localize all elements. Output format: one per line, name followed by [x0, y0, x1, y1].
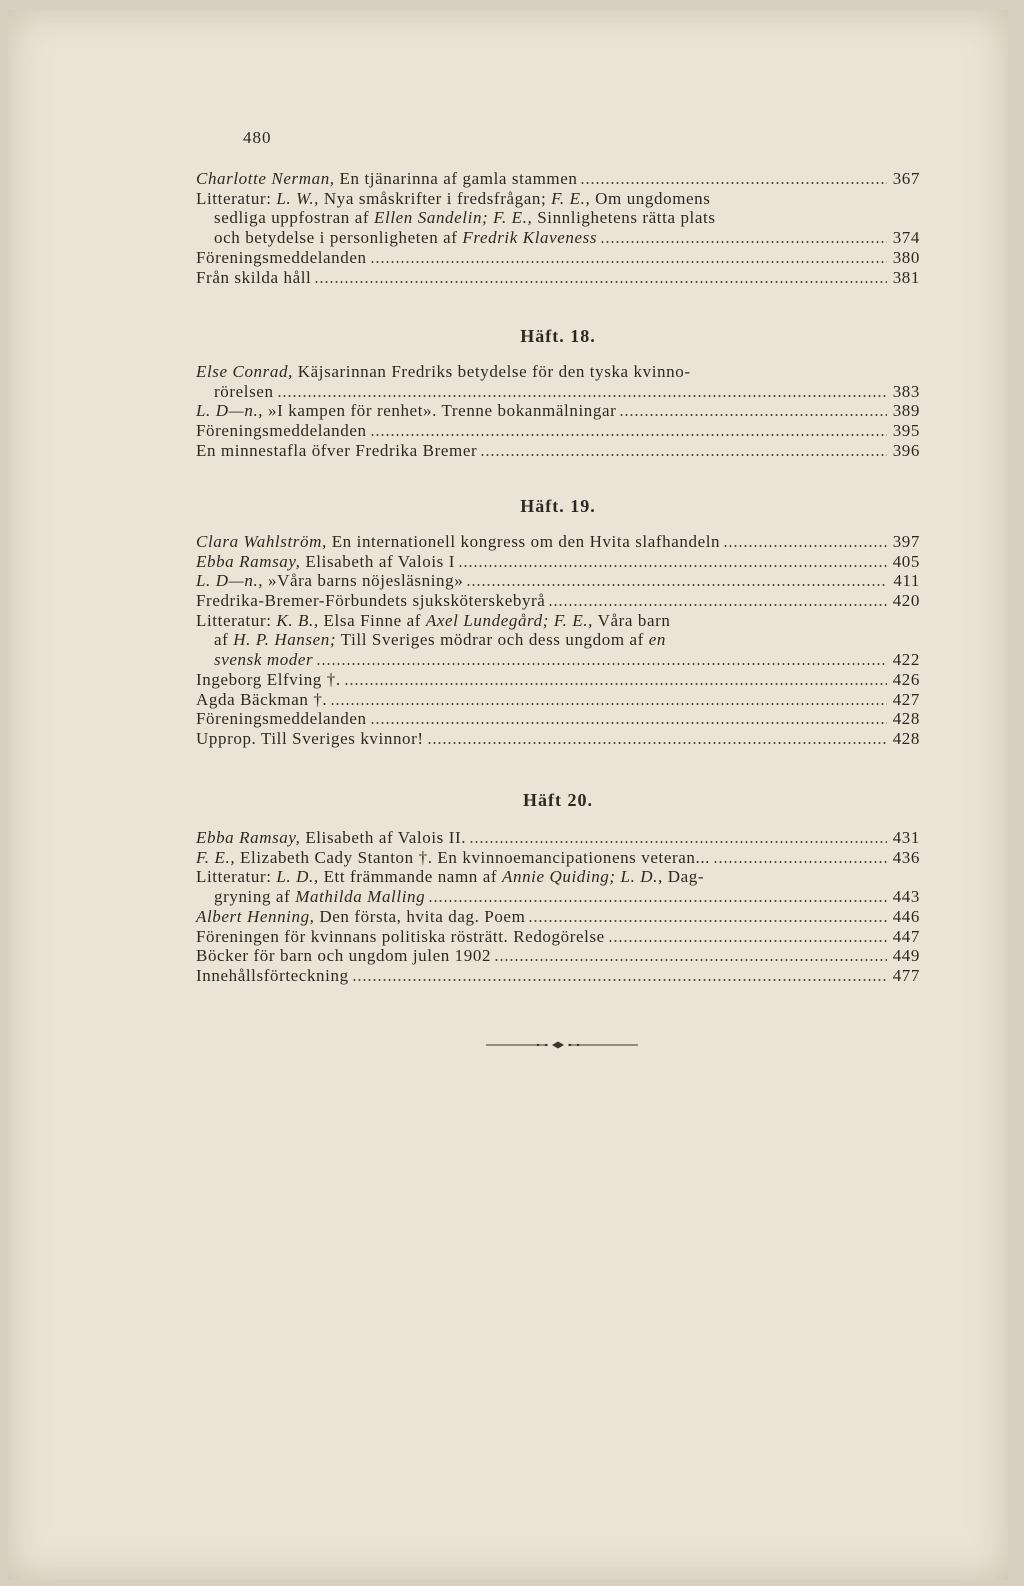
entry-page-number: 427 [892, 689, 920, 709]
entry-text [196, 709, 367, 729]
entry-page-number: 380 [892, 247, 920, 267]
ornament-divider [486, 1040, 638, 1050]
entry-title: rörelsen [214, 381, 274, 401]
entry-title: Ingeborg Elfving †. [196, 669, 341, 689]
entry-line [196, 441, 920, 461]
toc-entry [196, 401, 920, 421]
toc-entry [196, 729, 920, 749]
entry-author: Charlotte Nerman, [196, 169, 335, 188]
entry-text [196, 848, 710, 868]
dot-leader [494, 948, 887, 962]
entry-title: En tjänarinna af gamla stammen [334, 169, 578, 188]
entry-text [196, 946, 491, 966]
entry-page-number: 436 [892, 847, 920, 867]
entry-line [196, 571, 920, 591]
toc-entry [196, 532, 920, 552]
entry-text [214, 630, 666, 650]
entry-text [196, 421, 367, 441]
toc-entry [196, 907, 920, 927]
entry-text [214, 208, 716, 228]
entry-title: Den första, hvita dag. Poem [314, 906, 526, 926]
entry-text [196, 268, 311, 288]
entry-author: H. P. Hansen; [233, 630, 337, 650]
entry-title: Ett främmande namn af [318, 867, 502, 887]
entry-text [196, 362, 691, 382]
dot-leader [427, 731, 887, 745]
dot-leader [330, 692, 887, 706]
entry-page-number: 447 [892, 926, 920, 946]
entry-page-number: 396 [892, 440, 920, 460]
entry-line [196, 927, 920, 947]
toc-entry [196, 966, 920, 986]
dot-leader [277, 384, 887, 398]
entry-line [196, 401, 920, 421]
entry-author: Fredrik Klaveness [462, 228, 598, 248]
entry-line [196, 611, 920, 631]
entry-text [196, 670, 341, 690]
entry-author: Annie Quiding; L. D., [501, 867, 663, 887]
entry-author: svensk moder [214, 650, 314, 670]
entry-line [196, 552, 920, 572]
entry-author: L. D—n., [196, 401, 264, 421]
toc-entry [196, 268, 920, 288]
entry-line [196, 946, 920, 966]
entry-line [196, 690, 920, 710]
entry-line [196, 169, 920, 189]
entry-text [196, 401, 616, 421]
entry-page-number: 389 [892, 401, 920, 421]
entry-title: Litteratur: [196, 610, 277, 630]
toc-entry [196, 670, 920, 690]
entry-line [196, 228, 920, 248]
page-number: 480 [243, 128, 272, 147]
entry-author: en [648, 630, 667, 650]
dot-leader [370, 711, 887, 725]
toc-entry [196, 591, 920, 611]
entry-line [196, 208, 920, 228]
toc-entry [196, 169, 920, 189]
toc-entry [196, 441, 920, 461]
toc-entry [196, 189, 920, 248]
entry-page-number: 374 [892, 228, 920, 248]
toc-entry [196, 611, 920, 670]
dot-leader [458, 554, 887, 568]
entry-page-number: 428 [892, 709, 920, 729]
entry-title: En minnestafla öfver Fredrika Bremer [196, 440, 478, 460]
toc-entry [196, 362, 920, 401]
entry-title: Innehållsförteckning [196, 965, 349, 985]
entry-author: L. W., [276, 188, 320, 208]
entry-title: Föreningen för kvinnans politiska rösträtt. Redogörelse [196, 926, 605, 946]
entry-title: Käjsarinnan Fredriks betydelse för den tyska kvinno- [292, 362, 691, 381]
entry-page-number: 395 [892, 421, 920, 441]
entry-line [196, 268, 920, 288]
dot-leader [713, 850, 887, 864]
dot-leader [428, 889, 887, 903]
entry-author: Ebba Ramsay, [196, 828, 301, 847]
entry-page-number: 420 [892, 591, 920, 611]
entry-text [214, 650, 313, 670]
entry-text [196, 729, 424, 749]
entry-title: sedliga uppfostran af [214, 208, 375, 228]
dot-leader [314, 270, 887, 284]
entry-author: F. E., [551, 188, 591, 208]
entry-line [196, 630, 920, 650]
entry-text [196, 189, 711, 209]
entry-text [196, 966, 349, 986]
entry-page-number: 443 [892, 887, 920, 907]
entry-title: Till Sveriges mödrar och dess ungdom af [336, 630, 649, 650]
entry-text [196, 927, 605, 947]
dot-leader [370, 423, 887, 437]
entry-line [196, 532, 920, 552]
entry-line [196, 650, 920, 670]
entry-title: Föreningsmeddelanden [196, 709, 367, 729]
entry-text [196, 532, 720, 552]
toc-entry [196, 848, 920, 868]
entry-title: och betydelse i personligheten af [214, 228, 463, 248]
entry-author: Ellen Sandelin; F. E., [374, 208, 533, 228]
dot-leader [480, 443, 887, 457]
entry-text [196, 571, 463, 591]
dot-leader [600, 230, 887, 244]
dot-leader [528, 909, 887, 923]
dot-leader [608, 929, 887, 943]
section-heading: Häft. 18. [520, 326, 596, 346]
entry-title: Föreningsmeddelanden [196, 421, 367, 441]
entry-title: »I kampen för renhet». Trenne bokanmälningar [263, 401, 617, 421]
entry-text [196, 828, 466, 848]
dot-leader [316, 652, 887, 666]
entry-text [196, 907, 525, 927]
entry-title: af [214, 630, 234, 650]
entry-title: En internationell kongress om den Hvita slafhandeln [326, 532, 721, 551]
dot-leader [466, 573, 887, 587]
entry-author: Albert Henning, [196, 906, 315, 926]
entry-text [196, 441, 477, 461]
toc-entry [196, 571, 920, 591]
entry-text [196, 248, 367, 268]
entry-text [214, 228, 597, 248]
entry-title: Föreningsmeddelanden [196, 247, 367, 267]
entry-title: Om ungdomens [590, 188, 711, 208]
dot-leader [352, 968, 887, 982]
entry-line [196, 421, 920, 441]
entry-page-number: 446 [892, 906, 920, 926]
toc-entry [196, 552, 920, 572]
entry-title: Elisabeth af Valois II. [300, 828, 467, 847]
entry-title: Dag- [662, 867, 705, 887]
entry-page-number: 428 [892, 729, 920, 748]
entry-text [196, 169, 577, 189]
entry-line [196, 867, 920, 887]
entry-page-number: 397 [892, 532, 920, 551]
dot-leader [723, 534, 887, 548]
entry-title: Litteratur: [196, 867, 277, 887]
entry-text [214, 382, 274, 402]
entry-text [214, 887, 425, 907]
entry-author: Clara Wahlström, [196, 532, 327, 551]
entry-line [196, 362, 920, 382]
entry-title: »Våra barns nöjesläsning» [263, 571, 464, 591]
entry-line [196, 189, 920, 209]
page-sheet [8, 10, 1008, 1580]
entry-line [196, 848, 920, 868]
dot-leader [469, 830, 887, 844]
entry-title: Sinnlighetens rätta plats [532, 208, 716, 228]
entry-page-number: 405 [892, 551, 920, 571]
section-heading: Häft. 19. [520, 496, 596, 516]
entry-line [196, 382, 920, 402]
entry-page-number: 367 [892, 169, 920, 188]
dot-leader [580, 171, 887, 185]
entry-line [196, 591, 920, 611]
entry-title: Elizabeth Cady Stanton †. En kvinnoemancipationens veteran... [235, 847, 711, 867]
entry-page-number: 426 [892, 669, 920, 689]
entry-page-number: 477 [892, 965, 920, 985]
entry-title: Från skilda håll [196, 267, 312, 287]
entry-page-number: 449 [892, 946, 920, 966]
toc-entry [196, 927, 920, 947]
toc-entry [196, 828, 920, 848]
dot-leader [370, 250, 887, 264]
entry-author: Else Conrad, [196, 362, 293, 381]
entry-line [196, 248, 920, 268]
entry-page-number: 383 [892, 381, 920, 401]
entry-text [196, 591, 545, 611]
entry-author: L. D—n., [196, 571, 264, 591]
entry-line [196, 966, 920, 986]
entry-page-number: 431 [892, 828, 920, 847]
entry-author: Ebba Ramsay, [196, 551, 301, 571]
entry-title: Agda Bäckman †. [196, 689, 328, 709]
entry-title: Elisabeth af Valois I [300, 551, 455, 571]
dot-leader [344, 672, 887, 686]
entry-text [196, 690, 327, 710]
entry-title: Våra barn [593, 610, 671, 630]
entry-title: Elsa Finne af [318, 610, 426, 630]
entry-author: Mathilda Malling [295, 887, 426, 907]
entry-title: Fredrika-Bremer-Förbundets sjuksköterskebyrå [196, 591, 546, 611]
toc-entry [196, 946, 920, 966]
entry-title: Nya småskrifter i fredsfrågan; [319, 188, 552, 208]
entry-title: Böcker för barn och ungdom julen 1902 [196, 946, 492, 966]
entry-line [196, 828, 920, 848]
entry-title: gryning af [214, 887, 296, 907]
entry-page-number: 422 [892, 650, 920, 670]
entry-page-number: 381 [892, 267, 920, 287]
toc-entry [196, 421, 920, 441]
entry-text [196, 867, 704, 887]
toc-entry [196, 867, 920, 906]
entry-title: Upprop. Till Sveriges kvinnor! [196, 729, 424, 748]
entry-line [196, 729, 920, 749]
entry-title: Litteratur: [196, 188, 277, 208]
entry-text [196, 552, 455, 572]
dot-leader [548, 593, 887, 607]
entry-page-number: 411 [893, 571, 920, 591]
toc-entry [196, 690, 920, 710]
toc-entry [196, 709, 920, 729]
section-heading: Häft 20. [523, 790, 593, 810]
entry-line [196, 670, 920, 690]
dot-leader [619, 403, 887, 417]
entry-line [196, 907, 920, 927]
entry-author: K. B., [276, 610, 319, 630]
entry-author: F. E., [196, 847, 236, 867]
entry-author: Axel Lundegård; F. E., [425, 610, 594, 630]
entry-line [196, 709, 920, 729]
entry-author: L. D., [276, 867, 319, 887]
toc-entry [196, 248, 920, 268]
entry-text [196, 611, 670, 631]
entry-line [196, 887, 920, 907]
